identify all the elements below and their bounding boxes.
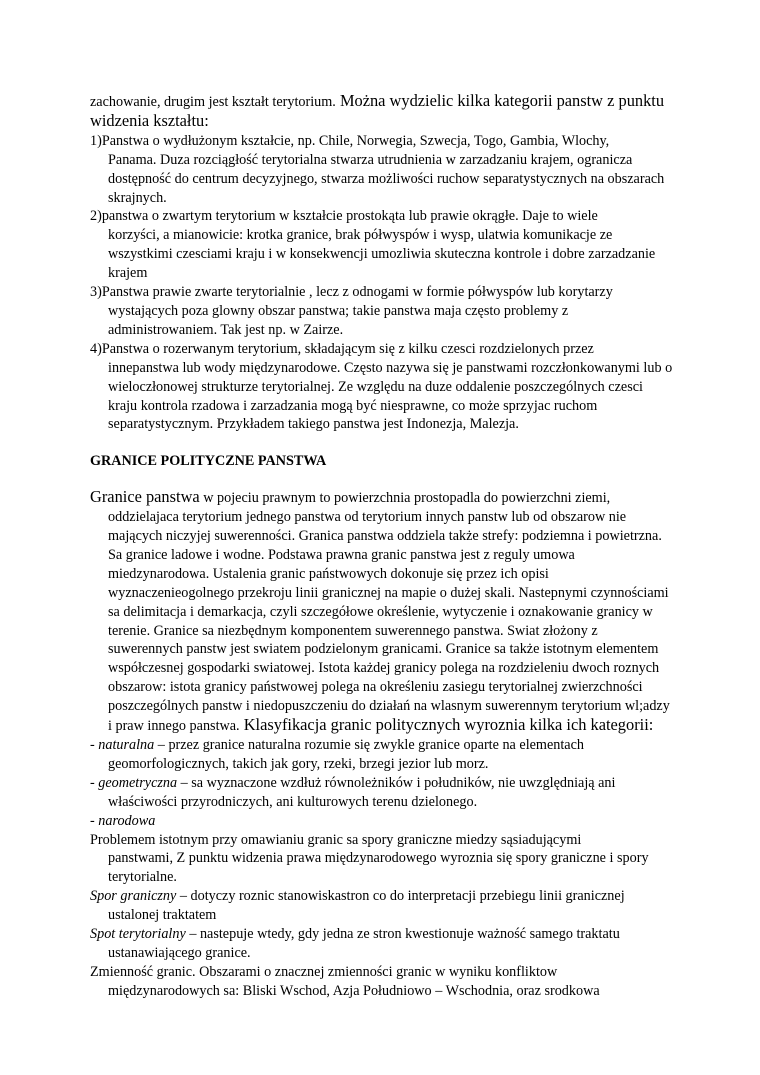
dispute-type-territorial-body: ustanawiającego granice.	[108, 944, 251, 961]
category-naturalna	[90, 736, 675, 755]
document-page	[90, 92, 675, 1001]
category-term: naturalna	[98, 737, 155, 753]
category-first-line: – sa wyznaczone wzdłuż równoleżników i południków, nie uwzględniają ani	[177, 774, 616, 791]
shape-category-3-body: wystających poza glowny obszar panstwa; takie panstwa maja często problemy z administrowaniem. Tak jest np. w Zairze.	[108, 302, 569, 338]
category-term: geometryczna	[98, 774, 178, 791]
borders-paragraph-first	[90, 488, 675, 508]
shape-category-1	[90, 132, 675, 151]
shape-category-4-first-line: 4)Panstwa o rozerwanym terytorium, składającym się z kilku czesci rozdzielonych przez	[90, 340, 594, 357]
dispute-type-border	[90, 887, 675, 906]
shape-category-2	[90, 207, 675, 226]
disputes-paragraph: Problemem istotnym przy omawianiu granic sa spory graniczne miedzy sąsiadującymi	[90, 831, 582, 848]
dispute-first-line: – nastepuje wtedy, gdy jedna ze stron kwestionuje ważność samego traktatu	[185, 926, 620, 943]
borders-paragraph-body	[90, 508, 675, 736]
shape-category-3-first-line: 3)Panstwa prawie zwarte terytorialnie , lecz z odnogami w formie półwyspów lub korytarzy	[90, 284, 613, 301]
intro-text: zachowanie, drugim jest kształt terytorium.	[90, 94, 336, 110]
shape-category-4-body: innepanstwa lub wody międzynarodowe. Często nazywa się je panstwami rozczłonkowanymi lub o wieloczłonowej strukturze terytorialnej. Ze względu na duze oddalenie poszczególnych czesci kraju kontrola rzadowa i zarzadzania mogą być niesprawne, co może sprzyjac ruchom separatystycznym. Przykładem takiego panstwa jest Indonezja, Malezja.	[108, 359, 673, 433]
variability-paragraph: Zmienność granic. Obszarami o znacznej zmienności granic w wyniku konfliktow	[90, 963, 558, 980]
category-narodowa	[90, 812, 675, 831]
shape-category-2-first-line: 2)panstwa o zwartym terytorium w kształcie prostokąta lub prawie okrągłe. Daje to wiele	[90, 208, 598, 225]
variability-paragraph-body: międzynarodowych sa: Bliski Wschod, Azja Południowo – Wschodnia, oraz srodkowa	[108, 982, 600, 999]
dispute-first-line: – dotyczy roznic stanowiskastron co do interpretacji przebiegu linii granicznej	[176, 888, 625, 905]
category-dash: -	[90, 812, 99, 829]
dispute-term: Spor graniczny	[90, 888, 177, 905]
category-term: narodowa	[98, 812, 156, 829]
category-geometryczna	[90, 774, 675, 793]
dispute-term: Spot terytorialny	[90, 926, 186, 943]
category-dash: -	[90, 737, 99, 753]
classification-text: Klasyfikacja granic politycznych wyroznia kilka ich kategorii:	[239, 715, 654, 735]
category-dash: -	[90, 774, 99, 791]
intro-categories-text: Można wydzielic kilka kategorii panstw z punktu widzenia kształtu:	[90, 91, 665, 130]
borders-first-rest: w pojeciu prawnym to powierzchnia prostopadla do powierzchni ziemi,	[199, 490, 611, 507]
shape-category-1-first-line: 1)Panstwa o wydłużonym kształcie, np. Chile, Norwegia, Szwecja, Togo, Gambia, Wlochy,	[90, 132, 610, 149]
borders-lead: Granice panstwa	[90, 487, 200, 507]
section-heading: GRANICE POLITYCZNE PANSTWA	[90, 453, 327, 470]
intro-paragraph	[90, 92, 675, 132]
category-first-line: – przez granice naturalna rozumie się zwykle granice oparte na elementach	[154, 737, 584, 753]
shape-category-3	[90, 283, 675, 302]
disputes-paragraph-body: panstwami, Z punktu widzenia prawa międzynarodowego wyroznia się spory graniczne i spory terytorialne.	[108, 850, 649, 886]
shape-category-2-body: korzyści, a mianowicie: krotka granice, brak półwyspów i wysp, ulatwia komunikacje ze wszystkimi czesciami kraju i w konsekwencji umozliwia skuteczna kontrole i dobre zarzadzanie krajem	[108, 227, 656, 282]
category-geometryczna-body: właściwości przyrodniczych, ani kulturowych terenu dzielonego.	[108, 793, 478, 810]
category-naturalna-body: geomorfologicznych, takich jak gory, rzeki, brzegi jezior lub morz.	[108, 755, 489, 772]
dispute-type-border-body: ustalonej traktatem	[108, 907, 217, 924]
dispute-type-territorial	[90, 925, 675, 944]
shape-category-4	[90, 340, 675, 359]
shape-category-1-body: Panama. Duza rozciągłość terytorialna stwarza utrudnienia w zarzadzaniu krajem, ogranicza dostępność do centrum decyzyjnego, stwarza możliwości ruchow separatystycznych na obszarach skrajnych.	[108, 151, 665, 206]
borders-body-text: oddzielajaca terytorium jednego panstwa od terytorium innych panstw lub od obszarow nie mających niczyjej suwerenności. Granica panstwa oddziela także strefy: podziemna i powietrzna. Sa granice ladowe i wodne. Podstawa prawna granic panstwa jest z reguly umowa miedzynarodowa. Ustalenia granic państwowych dokonuje się przez ich opisi wyznaczenieogolnego przekroju linii granicznej na mapie o dużej skali. Nastepnymi czynnościami sa delimitacja i demarkacja, czyli szczegółowe określenie, wytyczenie i oznakowanie granicy w terenie. Granice sa niezbędnym komponentem suwerennego panstwa. Swiat złożony z suwerennych panstw jest swiatem podzielonym granicami. Granice sa także istotnym elementem współczesnej gospodarki swiatowej. Istota każdej granicy polega na rozdzieleniu dwoch roznych obszarow: istota granicy państwowej polega na określeniu zasiegu terytorialnej zwierzchności poszczególnych panstw i niedopuszczeniu do działań na wlasnym suwerennym terytorium wl;adzy i praw innego panstwa.	[108, 509, 670, 735]
